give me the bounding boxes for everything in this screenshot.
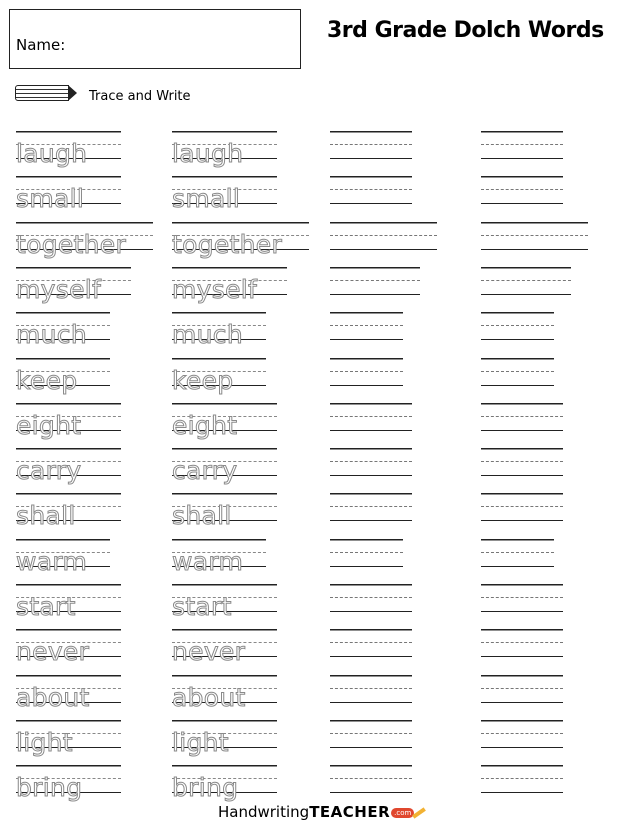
footer-brand-part2: TEACHER: [309, 803, 391, 821]
write-line-2[interactable]: [481, 176, 563, 204]
footer-pencil-icon: [412, 807, 426, 818]
write-line-2[interactable]: [481, 675, 563, 703]
trace-word: small: [172, 184, 241, 213]
write-line-1[interactable]: [330, 493, 412, 521]
write-line-1[interactable]: [330, 675, 412, 703]
write-line-1[interactable]: [330, 358, 403, 386]
write-line-1[interactable]: [330, 584, 412, 612]
word-row: [0, 403, 639, 443]
write-line-1[interactable]: [330, 403, 412, 431]
trace-line-1: [16, 222, 153, 259]
word-row: [0, 131, 639, 171]
trace-line-2: [172, 358, 266, 395]
trace-line-1: [16, 765, 121, 802]
word-row: [0, 629, 639, 669]
write-line-2[interactable]: [481, 403, 563, 431]
trace-word: shall: [172, 501, 232, 530]
trace-line-1: [16, 267, 131, 304]
trace-line-1: [16, 131, 121, 168]
write-line-1[interactable]: [330, 629, 412, 657]
trace-line-2: [172, 312, 266, 349]
write-line-1[interactable]: [330, 267, 420, 295]
write-line-1[interactable]: [330, 720, 412, 748]
word-row: [0, 448, 639, 488]
trace-word: much: [172, 320, 243, 349]
word-row: [0, 493, 639, 533]
trace-word: never: [16, 637, 90, 666]
trace-word: eight: [16, 411, 82, 440]
write-line-1[interactable]: [330, 176, 412, 204]
trace-word: bring: [172, 773, 239, 802]
trace-word: start: [172, 592, 232, 621]
write-line-2[interactable]: [481, 448, 563, 476]
write-line-1[interactable]: [330, 312, 403, 340]
word-row: [0, 222, 639, 262]
pencil-icon: [15, 85, 77, 101]
write-line-2[interactable]: [481, 584, 563, 612]
word-row: [0, 720, 639, 760]
trace-line-1: [16, 358, 110, 395]
write-line-2[interactable]: [481, 765, 563, 793]
trace-line-2: [172, 222, 309, 259]
trace-word: about: [16, 683, 90, 712]
write-line-2[interactable]: [481, 629, 563, 657]
trace-word: keep: [172, 366, 234, 395]
trace-line-1: [16, 720, 121, 757]
trace-line-1: [16, 539, 110, 576]
write-line-2[interactable]: [481, 493, 563, 521]
trace-word: together: [16, 230, 127, 259]
trace-line-2: [172, 629, 277, 666]
name-field-box[interactable]: [9, 9, 301, 69]
trace-word: never: [172, 637, 246, 666]
write-line-1[interactable]: [330, 539, 403, 567]
trace-line-1: [16, 312, 110, 349]
word-row: [0, 765, 639, 805]
trace-line-2: [172, 267, 287, 304]
trace-line-2: [172, 539, 266, 576]
write-line-1[interactable]: [330, 448, 412, 476]
write-line-1[interactable]: [330, 765, 412, 793]
trace-line-1: [16, 675, 121, 712]
pencil-tip: [68, 85, 77, 101]
trace-line-1: [16, 629, 121, 666]
trace-word: together: [172, 230, 283, 259]
trace-line-2: [172, 131, 277, 168]
word-row: [0, 176, 639, 216]
trace-word: much: [16, 320, 87, 349]
write-line-2[interactable]: [481, 222, 588, 250]
trace-word: light: [172, 728, 229, 757]
trace-word: shall: [16, 501, 76, 530]
word-row: [0, 584, 639, 624]
trace-line-1: [16, 584, 121, 621]
trace-line-2: [172, 584, 277, 621]
write-line-2[interactable]: [481, 267, 571, 295]
trace-word: myself: [172, 275, 258, 304]
write-line-2[interactable]: [481, 358, 554, 386]
trace-word: myself: [16, 275, 102, 304]
footer-brand: [218, 803, 426, 821]
trace-word: small: [16, 184, 85, 213]
trace-word: eight: [172, 411, 238, 440]
word-row: [0, 358, 639, 398]
trace-line-2: [172, 675, 277, 712]
pencil-body: [15, 85, 69, 101]
trace-line-2: [172, 448, 277, 485]
trace-line-2: [172, 493, 277, 530]
name-label: Name:: [16, 36, 66, 54]
word-row: [0, 267, 639, 307]
trace-line-1: [16, 493, 121, 530]
trace-word: bring: [16, 773, 83, 802]
trace-word: keep: [16, 366, 78, 395]
write-line-1[interactable]: [330, 222, 437, 250]
word-row: [0, 675, 639, 715]
trace-word: carry: [16, 456, 82, 485]
trace-word: carry: [172, 456, 238, 485]
trace-word: warm: [16, 547, 88, 576]
trace-line-2: [172, 176, 277, 213]
trace-line-2: [172, 720, 277, 757]
trace-word: about: [172, 683, 246, 712]
write-line-2[interactable]: [481, 312, 554, 340]
trace-line-1: [16, 176, 121, 213]
word-row: [0, 539, 639, 579]
trace-word: start: [16, 592, 76, 621]
write-line-2[interactable]: [481, 720, 563, 748]
write-line-1[interactable]: [330, 131, 412, 159]
trace-line-1: [16, 448, 121, 485]
worksheet-title: 3rd Grade Dolch Words: [327, 18, 604, 43]
write-line-2[interactable]: [481, 539, 554, 567]
trace-word: laugh: [172, 139, 244, 168]
trace-line-2: [172, 765, 277, 802]
footer-brand-part1: Handwriting: [218, 803, 310, 821]
word-row: [0, 312, 639, 352]
trace-word: laugh: [16, 139, 88, 168]
trace-word: warm: [172, 547, 244, 576]
trace-word: light: [16, 728, 73, 757]
trace-line-2: [172, 403, 277, 440]
footer-brand-suffix: .com: [391, 808, 414, 818]
instruction-text: Trace and Write: [89, 89, 191, 104]
write-line-2[interactable]: [481, 131, 563, 159]
trace-line-1: [16, 403, 121, 440]
